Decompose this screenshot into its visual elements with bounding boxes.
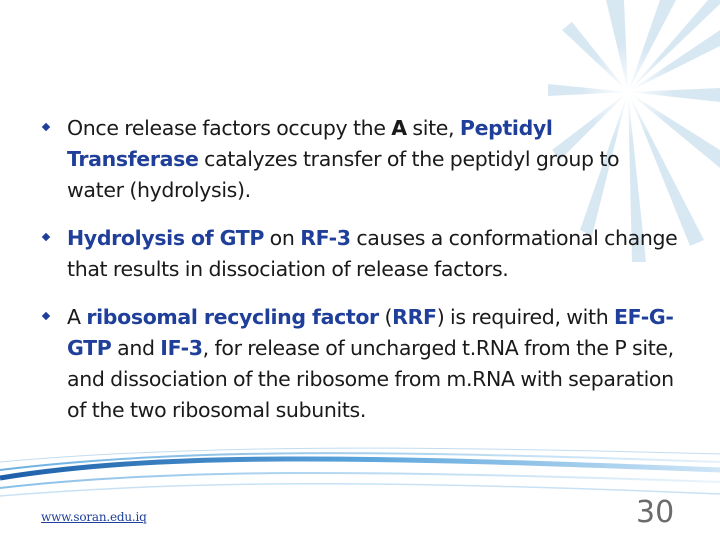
text-segment: causes a conformational change that results in dissociation of release factors. [67,226,678,281]
bullet-text [67,116,619,202]
bullet-item [40,302,680,426]
bullet-list [40,113,680,426]
highlighted-term: ribosomal recycling factor [86,305,379,329]
diamond-bullet-icon [42,233,50,241]
text-segment: site, [406,116,460,140]
page-number: 30 [636,495,675,530]
text-segment: A [67,305,87,329]
bullet-text [67,226,677,281]
highlighted-term: RRF [392,305,437,329]
text-segment: , for release of uncharged t.RNA from the P site, and dissociation of the ribosome from m.RNA with separation of the two ribosomal subunits. [67,336,674,422]
text-segment: and [111,336,161,360]
text-segment: ) is required, with [436,305,615,329]
bottom-swoosh-decoration [0,448,720,496]
highlighted-term: RF-3 [300,226,351,250]
highlighted-term: Peptidyl Transferase [67,116,553,171]
text-segment: ( [378,305,393,329]
bullet-item [40,113,680,206]
bullet-text [67,305,674,422]
highlighted-term: EF-G-GTP [67,305,674,360]
text-segment: A [391,116,407,140]
bullet-item [40,223,680,285]
text-segment: catalyzes transfer of the peptidyl group to water (hydrolysis). [67,147,620,202]
highlighted-term: IF-3 [160,336,203,360]
text-segment: Once release factors occupy the [67,116,392,140]
footer-url-link[interactable]: www.soran.edu.iq [41,510,147,524]
text-segment: on [264,226,301,250]
highlighted-term: Hydrolysis of GTP [67,226,265,250]
diamond-bullet-icon [42,312,50,320]
diamond-bullet-icon [42,123,50,131]
